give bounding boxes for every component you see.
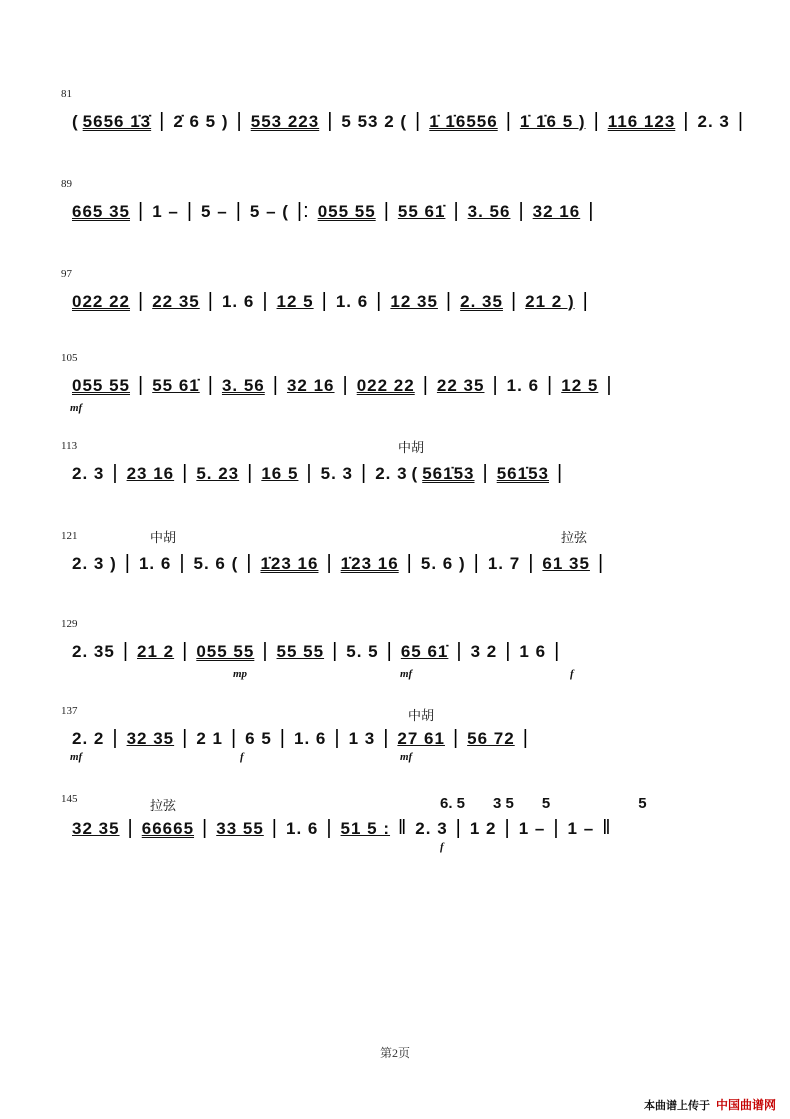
barline: | <box>386 640 393 662</box>
measure: 2 1 <box>196 728 223 748</box>
measure: 1 3 <box>348 728 376 748</box>
measure: 2. 35 <box>72 641 115 661</box>
measure: 61 35 <box>542 553 590 573</box>
barline: | <box>453 200 460 222</box>
barline: | <box>383 727 390 749</box>
measure: 5. 23 <box>196 463 240 483</box>
measure: 55 61̇ <box>152 375 200 395</box>
measure: 16 5 <box>261 463 299 483</box>
measure: 561̇53 <box>496 463 549 483</box>
measure-number: 105 <box>61 352 78 364</box>
measure: 1̇ 1̇6556 <box>429 111 498 131</box>
measure: 2. 3 <box>72 463 105 483</box>
measure-number: 89 <box>61 178 72 190</box>
measure: 51 5 : <box>340 818 391 838</box>
measure: 116 123 <box>607 111 676 131</box>
barline: | <box>505 110 512 132</box>
barline: | <box>306 462 313 484</box>
score-line <box>0 352 790 442</box>
measure: 66665 <box>141 818 195 838</box>
barline: | <box>593 110 600 132</box>
measure: 5 – ( <box>249 201 289 221</box>
barline: | <box>230 727 238 749</box>
measure: 12 5 <box>276 291 314 311</box>
upper-voice-note: 6. 5 <box>440 795 466 812</box>
barline: | <box>376 290 383 312</box>
measure: 5656 1̇3̇ <box>82 111 152 131</box>
measure: 055 55 <box>196 641 255 661</box>
notation-row <box>70 290 595 313</box>
measure: 2. 35 <box>460 291 503 311</box>
barline: | <box>445 290 453 312</box>
barline: | <box>406 552 413 574</box>
measure: 21 2 ) <box>525 291 575 311</box>
instrument-label: 拉弦 <box>561 530 588 545</box>
repeat-end-barline: ‖ <box>398 817 408 839</box>
barline: | <box>383 200 390 222</box>
measure: 65 61̇ <box>400 641 449 661</box>
score-line <box>0 178 790 268</box>
measure: 23 16 <box>126 463 175 483</box>
measure: 1̇23 16 <box>260 553 319 573</box>
notation-row <box>70 817 617 840</box>
barline: | <box>112 727 119 749</box>
measure: 1 6 <box>519 641 547 661</box>
upload-credit <box>644 1096 776 1113</box>
dynamic-mark: f <box>240 751 244 763</box>
barline: | <box>332 640 339 662</box>
barline: | <box>422 374 429 396</box>
measure: 665 35 <box>72 201 130 221</box>
upper-voice-note: 5 <box>541 795 551 812</box>
barline: | <box>272 374 279 396</box>
upper-voice-note: 5 <box>638 795 647 812</box>
notation-row <box>70 200 600 223</box>
measure: 1. 6 <box>138 553 172 573</box>
notation-row <box>70 727 535 750</box>
dynamic-mark: mf <box>70 751 83 763</box>
measure: 5 53 2 ( <box>341 111 408 131</box>
measure: 5. 6 ( <box>193 553 239 573</box>
measure: 32 35 <box>72 818 120 838</box>
paren: ( <box>72 111 79 131</box>
barline: | <box>492 374 499 396</box>
dynamic-mark: mf <box>400 668 413 680</box>
barline: | <box>326 817 333 839</box>
measure-number: 113 <box>61 440 78 452</box>
measure-number: 145 <box>61 793 78 805</box>
barline: | <box>159 110 166 132</box>
measure: 32 16 <box>286 375 335 395</box>
measure: 6 5 <box>245 728 272 748</box>
dynamic-mark: f <box>570 668 574 680</box>
measure: 5. 5 <box>346 641 379 661</box>
measure: 1 – <box>567 818 595 838</box>
barline: | <box>127 817 134 839</box>
barline: | <box>522 727 529 749</box>
measure: 553 223 <box>250 111 320 131</box>
measure: 32 16 <box>532 201 581 221</box>
barline: | <box>246 552 253 574</box>
barline: | <box>182 640 189 662</box>
barline: | <box>124 552 131 574</box>
measure: 2. 3 <box>375 463 408 483</box>
measure: 2. 3 ) <box>72 553 117 573</box>
measure: 2̇ 6 5 ) <box>173 111 229 131</box>
score-line <box>0 440 790 530</box>
measure: 022 22 <box>356 375 415 395</box>
barline: | <box>182 727 189 749</box>
notation-row <box>70 640 566 663</box>
measure: 1. 6 <box>285 818 319 838</box>
instrument-label: 中胡 <box>408 708 435 723</box>
upper-voice <box>440 795 647 812</box>
dynamic-mark: mf <box>70 402 83 414</box>
barline: | <box>138 200 145 222</box>
dynamic-mark: mf <box>400 751 413 763</box>
score-line <box>0 268 790 358</box>
barline: | <box>582 290 589 312</box>
barline: | <box>247 462 254 484</box>
measure-number: 97 <box>61 268 72 280</box>
barline: | <box>456 640 463 662</box>
measure-number: 81 <box>61 88 72 100</box>
barline: | <box>179 552 186 574</box>
measure: 21 2 <box>137 641 175 661</box>
upper-voice-note: 3 5 <box>493 795 514 812</box>
measure: 1̇23 16 <box>340 553 399 573</box>
notation-row <box>70 462 569 485</box>
measure: 022 22 <box>72 291 130 311</box>
measure: 1. 6 <box>335 291 369 311</box>
measure: 3 2 <box>470 641 498 661</box>
score-line <box>0 530 790 620</box>
measure: 1 2 <box>469 818 497 838</box>
measure-number: 137 <box>61 705 78 717</box>
barline: | <box>482 462 489 484</box>
barline: | <box>202 817 209 839</box>
measure: 55 61̇ <box>397 201 446 221</box>
score-line <box>0 618 790 708</box>
measure: 1 – <box>518 818 546 838</box>
notation-row <box>70 552 610 575</box>
measure-number: 129 <box>61 618 78 630</box>
barline: | <box>554 640 561 662</box>
barline: | <box>342 374 349 396</box>
measure: 1. 7 <box>487 553 521 573</box>
measure: 1̇ 1̇6 5 ) <box>519 111 586 131</box>
credit-text: 本曲谱上传于 <box>643 1099 710 1112</box>
measure: 3. 56 <box>467 201 511 221</box>
barline: | <box>122 640 130 662</box>
measure: 56 72 <box>467 728 515 748</box>
barline: | <box>547 374 554 396</box>
barline: | <box>473 552 480 574</box>
measure: 3. 56 <box>221 375 265 395</box>
barline: | <box>588 200 595 222</box>
instrument-label: 中胡 <box>150 530 177 545</box>
barline: | <box>207 290 214 312</box>
measure: 2. 2 <box>72 728 105 748</box>
measure: 5. 6 ) <box>420 553 466 573</box>
site-logo: 中国曲谱网 <box>715 1098 776 1112</box>
measure: 2. 3 <box>415 818 448 838</box>
notation-row <box>70 110 750 133</box>
measure: 1. 6 <box>221 291 255 311</box>
page-number: 第2页 <box>379 1046 410 1060</box>
measure: 055 55 <box>317 201 376 221</box>
barline: | <box>236 110 243 132</box>
barline: | <box>518 200 525 222</box>
score-line <box>0 88 790 178</box>
barline: | <box>455 817 462 839</box>
measure: 33 55 <box>216 818 264 838</box>
barline: | <box>360 462 368 484</box>
measure: 1. 6 <box>294 728 327 748</box>
barline: | <box>597 552 605 574</box>
measure: 22 35 <box>436 375 485 395</box>
measure-number: 121 <box>61 530 78 542</box>
barline: | <box>737 110 745 132</box>
instrument-label: 拉弦 <box>150 798 177 813</box>
measure: 1 – <box>152 201 179 221</box>
barline: | <box>556 462 564 484</box>
barline: | <box>235 200 242 222</box>
measure: 22 35 <box>152 291 200 311</box>
measure: 055 55 <box>72 375 130 395</box>
barline: | <box>207 374 214 396</box>
measure: 55 55 <box>276 641 325 661</box>
score-line <box>0 793 790 883</box>
barline: | <box>415 110 422 132</box>
barline: | <box>553 817 560 839</box>
barline: | <box>182 462 189 484</box>
barline: | <box>321 290 328 312</box>
measure: 12 5 <box>561 375 599 395</box>
final-barline: ‖ <box>602 817 612 839</box>
barline: | <box>138 290 145 312</box>
barline: | <box>327 110 334 132</box>
measure: 12 35 <box>390 291 438 311</box>
barline: | <box>504 817 511 839</box>
measure: 27 61 <box>397 728 445 748</box>
barline: | <box>528 552 535 574</box>
measure: 5. 3 <box>320 463 353 483</box>
barline: | <box>262 290 269 312</box>
barline: | <box>334 727 341 749</box>
barline: | <box>683 110 690 132</box>
repeat-start-barline: |: <box>296 200 310 222</box>
barline: | <box>326 552 333 574</box>
barline: | <box>262 640 269 662</box>
barline: | <box>505 640 512 662</box>
measure: 2. 3 <box>697 111 730 131</box>
paren: ( <box>411 463 419 483</box>
barline: | <box>510 290 518 312</box>
barline: | <box>606 374 613 396</box>
measure: 561̇53 <box>422 463 475 483</box>
measure: 5 – <box>201 201 228 221</box>
dynamic-mark: mp <box>233 668 248 680</box>
instrument-label: 中胡 <box>398 440 425 455</box>
barline: | <box>112 462 119 484</box>
measure: 1. 6 <box>506 375 540 395</box>
dynamic-mark: f <box>440 841 444 853</box>
barline: | <box>452 727 460 749</box>
measure: 32 35 <box>126 728 175 748</box>
score-line <box>0 705 790 795</box>
barline: | <box>271 817 278 839</box>
barline: | <box>279 727 286 749</box>
barline: | <box>186 200 194 222</box>
barline: | <box>138 374 145 396</box>
notation-row <box>70 374 619 397</box>
